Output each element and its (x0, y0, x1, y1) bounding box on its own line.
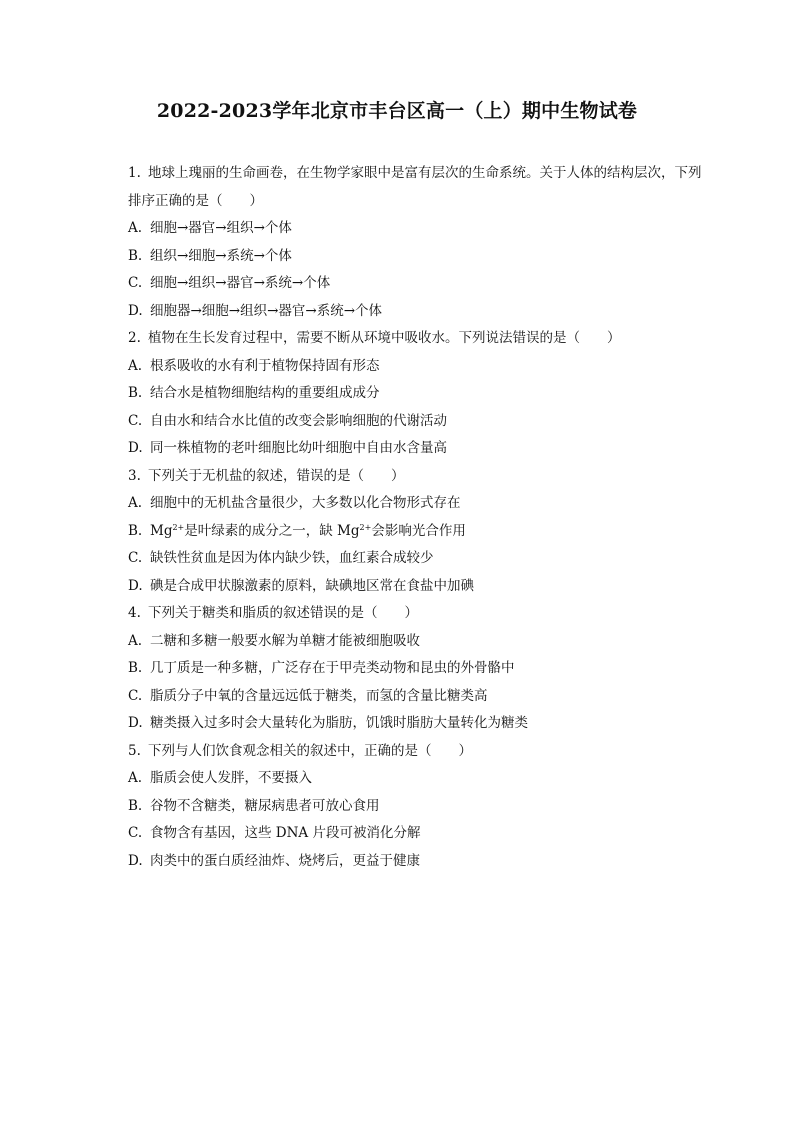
option-key: D. (128, 302, 143, 319)
question-text: 地球上瑰丽的生命画卷，在生物学家眼中是富有层次的生命系统。关于人体的结构层次，下列排序正确的是（ ） (128, 165, 702, 209)
option-text-fragment: 是叶绿素的成分之一，缺 Mg (184, 522, 360, 539)
option-text: 结合水是植物细胞结构的重要组成成分 (150, 385, 380, 401)
option-text (150, 523, 466, 539)
option-key: B. (128, 522, 143, 539)
option-text-fragment: 会影响光合作用 (371, 522, 466, 539)
option-b (128, 518, 708, 546)
option-b (128, 243, 708, 271)
question-text: 下列与人们饮食观念相关的叙述中，正确的是（ ） (148, 742, 472, 759)
ion-symbol: Mg (150, 522, 173, 539)
option-a (128, 765, 708, 793)
option-d (128, 710, 708, 738)
option-key: A. (128, 495, 143, 511)
page-title: 2022-2023学年北京市丰台区高一（上）期中生物试卷 (156, 100, 638, 122)
option-key: C. (128, 412, 143, 429)
option-text: 根系吸收的水有利于植物保持固有形态 (150, 357, 380, 374)
question-stem (128, 325, 708, 353)
question-stem (128, 600, 708, 628)
option-d (128, 573, 708, 601)
question-text: 下列关于糖类和脂质的叙述错误的是（ ） (148, 605, 418, 621)
option-key: B. (128, 797, 143, 814)
question-number: 4. (128, 605, 141, 621)
ion-charge: 2+ (359, 522, 372, 532)
question-4 (128, 600, 708, 738)
option-key: C. (128, 550, 143, 566)
option-key: C. (128, 275, 143, 291)
option-a (128, 490, 708, 518)
option-d (128, 435, 708, 463)
option-key: A. (128, 357, 143, 374)
option-text: 细胞→器官→组织→个体 (150, 220, 292, 236)
question-2 (128, 325, 708, 463)
question-list (128, 160, 708, 875)
question-text: 下列关于无机盐的叙述，错误的是（ ） (148, 467, 405, 484)
option-key: D. (128, 715, 143, 731)
option-c (128, 545, 708, 573)
question-number: 3. (128, 467, 141, 484)
option-c (128, 683, 708, 711)
option-text: 脂质分子中氧的含量远远低于糖类，而氢的含量比糖类高 (150, 687, 488, 704)
option-a (128, 353, 708, 381)
option-text: 脂质会使人发胖，不要摄入 (150, 770, 312, 786)
question-3 (128, 463, 708, 601)
option-text: 几丁质是一种多糖，广泛存在于甲壳类动物和昆虫的外骨骼中 (150, 660, 515, 676)
question-number: 1. (128, 165, 141, 181)
option-key: A. (128, 770, 143, 786)
option-c (128, 820, 708, 848)
option-a (128, 628, 708, 656)
option-text: 同一株植物的老叶细胞比幼叶细胞中自由水含量高 (150, 440, 447, 456)
question-stem (128, 738, 708, 766)
option-text: 肉类中的蛋白质经油炸、烧烤后，更益于健康 (150, 852, 420, 869)
option-text: 缺铁性贫血是因为体内缺少铁，血红素合成较少 (150, 550, 434, 566)
option-text: 糖类摄入过多时会大量转化为脂肪，饥饿时脂肪大量转化为糖类 (150, 715, 528, 731)
ion-charge: 2+ (172, 522, 185, 532)
option-text: 二糖和多糖一般要水解为单糖才能被细胞吸收 (150, 632, 420, 649)
option-key: D. (128, 852, 143, 869)
option-text: 谷物不含糖类，糖尿病患者可放心食用 (150, 797, 380, 814)
option-b (128, 655, 708, 683)
option-c (128, 270, 708, 298)
option-key: A. (128, 220, 143, 236)
option-text: 细胞→组织→器官→系统→个体 (150, 275, 331, 291)
option-d (128, 848, 708, 876)
option-text: 自由水和结合水比值的改变会影响细胞的代谢活动 (150, 412, 447, 429)
option-d (128, 298, 708, 326)
option-c (128, 408, 708, 436)
option-a (128, 215, 708, 243)
option-key: D. (128, 440, 143, 456)
option-b (128, 380, 708, 408)
question-5 (128, 738, 708, 876)
option-b (128, 793, 708, 821)
option-text: 细胞器→细胞→组织→器官→系统→个体 (150, 302, 383, 319)
option-text: 细胞中的无机盐含量很少，大多数以化合物形式存在 (150, 495, 461, 511)
option-key: C. (128, 687, 143, 704)
option-text: 组织→细胞→系统→个体 (150, 247, 292, 264)
question-number: 5. (128, 742, 141, 759)
option-text: 食物含有基因，这些 DNA 片段可被消化分解 (150, 825, 421, 841)
option-key: B. (128, 660, 143, 676)
question-text: 植物在生长发育过程中，需要不断从环境中吸收水。下列说法错误的是（ ） (148, 330, 621, 346)
question-stem (128, 463, 708, 491)
option-key: B. (128, 247, 143, 264)
question-number: 2. (128, 330, 141, 346)
option-key: D. (128, 577, 143, 594)
question-1 (128, 160, 708, 325)
option-key: C. (128, 825, 143, 841)
option-text: 碘是合成甲状腺激素的原料，缺碘地区常在食盐中加碘 (150, 577, 474, 594)
option-key: A. (128, 632, 143, 649)
question-stem (128, 160, 708, 215)
option-key: B. (128, 385, 143, 401)
